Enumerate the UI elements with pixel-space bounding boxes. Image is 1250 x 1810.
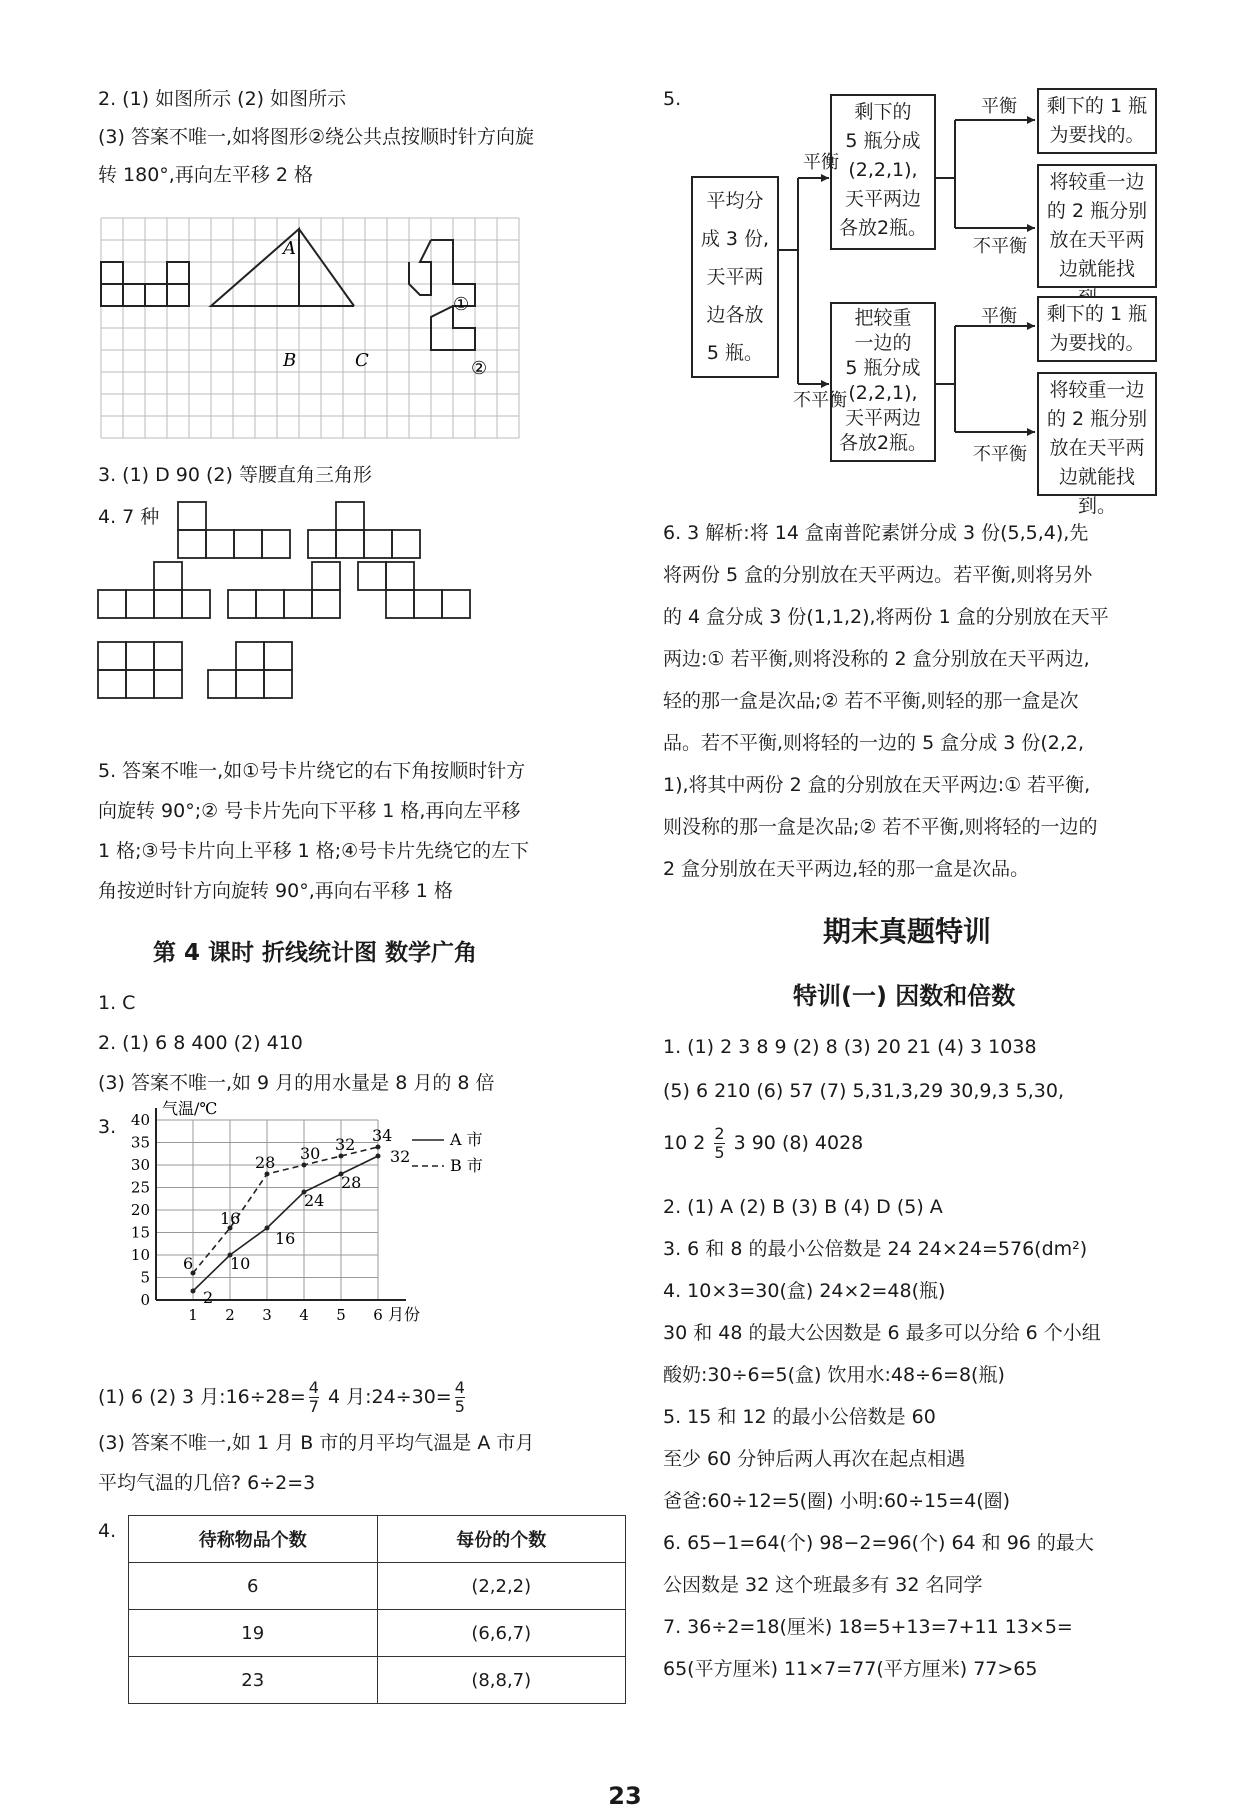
y-tick-label: 10 bbox=[130, 1246, 150, 1264]
net-square bbox=[154, 642, 182, 670]
t4-line2: 30 和 48 的最大公因数是 6 最多可以分给 6 个小组 bbox=[663, 1322, 1101, 1344]
q5-line3: 1 格;③号卡片向上平移 1 格;④号卡片先绕它的左下 bbox=[98, 840, 530, 862]
net-square bbox=[312, 562, 340, 590]
page-number: 23 bbox=[608, 1782, 642, 1810]
x-tick-label: 2 bbox=[225, 1306, 235, 1324]
net-square bbox=[364, 530, 392, 558]
q5-line4: 角按逆时针方向旋转 90°,再向右平移 1 格 bbox=[98, 880, 453, 902]
table-cell: (6,6,7) bbox=[377, 1610, 626, 1657]
label-a: A bbox=[283, 238, 296, 259]
q2-line3: 转 180°,再向左平移 2 格 bbox=[98, 164, 314, 186]
t1-frac-den: 5 bbox=[714, 1143, 725, 1162]
grid-square bbox=[167, 284, 189, 306]
data-label: 16 bbox=[220, 1209, 241, 1228]
frac1-num: 4 bbox=[308, 1378, 319, 1398]
y-tick-label: 20 bbox=[130, 1201, 150, 1219]
label-unbalance-3: 不平衡 bbox=[973, 444, 1027, 465]
flow-root: 平均分 成 3 份, 天平两 边各放 5 瓶。 bbox=[691, 176, 779, 378]
net-square bbox=[98, 642, 126, 670]
t1-frac bbox=[714, 1125, 724, 1161]
data-label: 34 bbox=[372, 1126, 393, 1145]
table-row bbox=[129, 1610, 626, 1657]
q2-line1: 2. (1) 如图所示 (2) 如图所示 bbox=[98, 88, 347, 110]
grid-square bbox=[123, 284, 145, 306]
table-header-row bbox=[129, 1516, 626, 1563]
shape-1 bbox=[409, 240, 431, 295]
label-unbalance-2: 不平衡 bbox=[973, 236, 1027, 257]
table-row bbox=[129, 1563, 626, 1610]
s4-prefix: 4. bbox=[98, 1520, 117, 1542]
table-header: 每份的个数 bbox=[377, 1516, 626, 1563]
data-label: 28 bbox=[341, 1173, 362, 1192]
data-label: 24 bbox=[304, 1191, 325, 1210]
flow-leaf-found-lower: 剩下的 1 瓶 为要找的。 bbox=[1037, 296, 1157, 362]
q5-line1: 5. 答案不唯一,如①号卡片绕它的右下角按顺时针方 bbox=[98, 760, 526, 782]
s3-ans-a: (1) 6 (2) 3 月:16÷28= bbox=[98, 1386, 306, 1408]
table-header: 待称物品个数 bbox=[129, 1516, 378, 1563]
y-tick-label: 35 bbox=[130, 1133, 150, 1152]
label-balance-2: 平衡 bbox=[981, 96, 1017, 117]
x-tick-label: 5 bbox=[336, 1306, 346, 1324]
q6-line4: 两边:① 若平衡,则将没称的 2 盒分别放在天平两边, bbox=[663, 648, 1090, 670]
table-cell: 23 bbox=[129, 1657, 378, 1704]
y-tick-label: 5 bbox=[140, 1268, 150, 1287]
t1-line3b: 3 90 (8) 4028 bbox=[733, 1132, 864, 1154]
t3-line: 3. 6 和 8 的最小公倍数是 24 24×24=576(dm²) bbox=[663, 1238, 1088, 1260]
net-square bbox=[126, 590, 154, 618]
q6-line2: 将两份 5 盒的分别放在天平两边。若平衡,则将另外 bbox=[663, 564, 1093, 586]
net-square bbox=[256, 590, 284, 618]
grid-square bbox=[101, 284, 123, 306]
net-square bbox=[308, 530, 336, 558]
s3-frac2 bbox=[455, 1379, 465, 1415]
net-square bbox=[386, 590, 414, 618]
data-point bbox=[191, 1289, 196, 1294]
label-unbalance-1: 不平衡 bbox=[793, 390, 847, 411]
s3-line3: 平均气温的几倍? 6÷2=3 bbox=[98, 1472, 316, 1494]
s3-frac1 bbox=[309, 1379, 319, 1415]
label-circle-2: ② bbox=[471, 358, 488, 379]
t5-line2: 至少 60 分钟后两人再次在起点相遇 bbox=[663, 1448, 966, 1470]
t4-line3: 酸奶:30÷6=5(盒) 饮用水:48÷6=8(瓶) bbox=[663, 1364, 1005, 1386]
s3-answer-line bbox=[98, 1372, 468, 1422]
net-square bbox=[154, 670, 182, 698]
x-tick-label: 6 bbox=[373, 1306, 383, 1324]
t5-line3: 爸爸:60÷12=5(圈) 小明:60÷15=4(圈) bbox=[663, 1490, 1011, 1512]
s3-line2: (3) 答案不唯一,如 1 月 B 市的月平均气温是 A 市月 bbox=[98, 1432, 535, 1454]
data-label: 6 bbox=[183, 1254, 194, 1273]
q6-line7: 1),将其中两份 2 盒的分别放在天平两边:① 若平衡, bbox=[663, 774, 1091, 796]
data-point bbox=[376, 1145, 381, 1150]
section-title: 第 4 课时 折线统计图 数学广角 bbox=[153, 940, 478, 966]
y-tick-label: 30 bbox=[130, 1156, 150, 1174]
q6-line6: 品。若不平衡,则将轻的一边的 5 盒分成 3 份(2,2, bbox=[663, 732, 1085, 754]
q6-line3: 的 4 盒分成 3 份(1,1,2),将两份 1 盒的分别放在天平 bbox=[663, 606, 1109, 628]
net-square bbox=[336, 502, 364, 530]
data-label: 32 bbox=[335, 1135, 356, 1154]
y-tick-label: 25 bbox=[130, 1178, 150, 1197]
frac1-den: 7 bbox=[308, 1397, 319, 1416]
t6-line2: 公因数是 32 这个班最多有 32 名同学 bbox=[663, 1574, 983, 1596]
nets-figure bbox=[98, 502, 538, 742]
label-balance-1: 平衡 bbox=[803, 152, 839, 173]
net-square bbox=[284, 590, 312, 618]
q6-line9: 2 盒分别放在天平两边,轻的那一盒是次品。 bbox=[663, 858, 1030, 880]
data-label: 10 bbox=[230, 1254, 251, 1273]
grid-figure bbox=[101, 218, 531, 440]
data-label: 28 bbox=[255, 1153, 276, 1172]
t1-frac-num: 2 bbox=[714, 1124, 725, 1144]
legend-label: A 市 bbox=[450, 1130, 483, 1149]
net-square bbox=[126, 642, 154, 670]
y-axis-label: 气温/℃ bbox=[162, 1099, 218, 1118]
net-square bbox=[264, 642, 292, 670]
net-square bbox=[386, 562, 414, 590]
s3-ans-b: 4 月:24÷30= bbox=[321, 1386, 452, 1408]
s2-line2: (3) 答案不唯一,如 9 月的用水量是 8 月的 8 倍 bbox=[98, 1072, 495, 1094]
q6-line5: 轻的那一盒是次品;② 若不平衡,则轻的那一盒是次 bbox=[663, 690, 1079, 712]
data-point bbox=[339, 1154, 344, 1159]
data-label: 16 bbox=[275, 1229, 296, 1248]
data-label: 32 bbox=[390, 1147, 411, 1166]
flow-leaf-found-upper: 剩下的 1 瓶 为要找的。 bbox=[1037, 88, 1157, 154]
t1-line3a: 10 2 bbox=[663, 1132, 706, 1154]
q6-line1: 6. 3 解析:将 14 盒南普陀素饼分成 3 份(5,5,4),先 bbox=[663, 522, 1089, 544]
x-tick-label: 4 bbox=[299, 1306, 309, 1324]
net-square bbox=[154, 590, 182, 618]
net-square bbox=[234, 530, 262, 558]
line-chart bbox=[120, 1099, 560, 1340]
data-point bbox=[265, 1172, 270, 1177]
label-c: C bbox=[355, 350, 369, 371]
q5-prefix: 5. bbox=[663, 88, 682, 110]
weighing-table bbox=[128, 1515, 626, 1704]
q2-line2: (3) 答案不唯一,如将图形②绕公共点按顺时针方向旋 bbox=[98, 126, 535, 148]
net-square bbox=[442, 590, 470, 618]
net-square bbox=[228, 590, 256, 618]
grid-square bbox=[145, 284, 167, 306]
net-square bbox=[206, 530, 234, 558]
q4-line: 4. 7 种 bbox=[98, 506, 160, 528]
net-square bbox=[264, 670, 292, 698]
frac2-den: 5 bbox=[454, 1397, 465, 1416]
net-square bbox=[236, 670, 264, 698]
net-square bbox=[154, 562, 182, 590]
table-cell: 6 bbox=[129, 1563, 378, 1610]
net-square bbox=[236, 642, 264, 670]
net-square bbox=[358, 562, 386, 590]
table-row bbox=[129, 1657, 626, 1704]
s1-line: 1. C bbox=[98, 992, 136, 1014]
net-square bbox=[336, 530, 364, 558]
frac2-num: 4 bbox=[454, 1378, 465, 1398]
label-balance-3: 平衡 bbox=[981, 306, 1017, 327]
q6-line8: 则没称的那一盒是次品;② 若不平衡,则将轻的一边的 bbox=[663, 816, 1098, 838]
t6-line1: 6. 65−1=64(个) 98−2=96(个) 64 和 96 的最大 bbox=[663, 1532, 1094, 1554]
t7-line1: 7. 36÷2=18(厘米) 18=5+13=7+11 13×5= bbox=[663, 1616, 1073, 1638]
net-square bbox=[208, 670, 236, 698]
label-b: B bbox=[283, 350, 297, 371]
t1-line3 bbox=[663, 1118, 863, 1168]
t4-line1: 4. 10×3=30(盒) 24×2=48(瓶) bbox=[663, 1280, 946, 1302]
net-square bbox=[98, 670, 126, 698]
data-label: 2 bbox=[203, 1288, 214, 1307]
t2-line: 2. (1) A (2) B (3) B (4) D (5) A bbox=[663, 1196, 943, 1218]
y-tick-label: 0 bbox=[140, 1291, 150, 1309]
net-square bbox=[262, 530, 290, 558]
net-square bbox=[182, 590, 210, 618]
net-square bbox=[126, 670, 154, 698]
y-tick-label: 15 bbox=[130, 1223, 150, 1242]
data-label: 30 bbox=[300, 1144, 321, 1163]
grid-square bbox=[167, 262, 189, 284]
flow-upper-mid: 剩下的 5 瓶分成 (2,2,1), 天平两边 各放2瓶。 bbox=[830, 94, 936, 250]
net-square bbox=[98, 590, 126, 618]
t7-line2: 65(平方厘米) 11×7=77(平方厘米) 77>65 bbox=[663, 1658, 1038, 1680]
grid-square bbox=[101, 262, 123, 284]
x-axis-label: 月份 bbox=[388, 1305, 421, 1324]
data-point bbox=[302, 1163, 307, 1168]
q3-line: 3. (1) D 90 (2) 等腰直角三角形 bbox=[98, 464, 372, 486]
flow-leaf-heavy-lower: 将较重一边 的 2 瓶分别 放在天平两 边就能找到。 bbox=[1037, 372, 1157, 496]
x-tick-label: 3 bbox=[262, 1306, 272, 1324]
t1-line1: 1. (1) 2 3 8 9 (2) 8 (3) 20 21 (4) 3 1038 bbox=[663, 1036, 1037, 1058]
flow-lower-mid: 把较重 一边的 5 瓶分成 (2,2,1), 天平两边 各放2瓶。 bbox=[830, 302, 936, 462]
net-square bbox=[178, 502, 206, 530]
q5-line2: 向旋转 90°;② 号卡片先向下平移 1 格,再向左平移 bbox=[98, 800, 521, 822]
flow-leaf-heavy-upper: 将较重一边 的 2 瓶分别 放在天平两 边就能找 bbox=[1037, 164, 1157, 288]
net-square bbox=[414, 590, 442, 618]
net-square bbox=[392, 530, 420, 558]
s2-line1: 2. (1) 6 8 400 (2) 410 bbox=[98, 1032, 303, 1054]
x-tick-label: 1 bbox=[188, 1306, 198, 1324]
table-cell: 19 bbox=[129, 1610, 378, 1657]
big-title: 期末真题特训 bbox=[823, 915, 992, 948]
net-square bbox=[312, 590, 340, 618]
y-tick-label: 40 bbox=[130, 1111, 150, 1129]
table-cell: (2,2,2) bbox=[377, 1563, 626, 1610]
legend-label: B 市 bbox=[450, 1156, 483, 1175]
data-point bbox=[376, 1154, 381, 1159]
t5-line1: 5. 15 和 12 的最小公倍数是 60 bbox=[663, 1406, 936, 1428]
s3-prefix: 3. bbox=[98, 1116, 117, 1138]
table-cell: (8,8,7) bbox=[377, 1657, 626, 1704]
net-square bbox=[178, 530, 206, 558]
data-point bbox=[265, 1226, 270, 1231]
label-circle-1: ① bbox=[453, 294, 470, 315]
t1-line2: (5) 6 210 (6) 57 (7) 5,31,3,29 30,9,3 5,30, bbox=[663, 1080, 1065, 1102]
sub-title: 特训(一) 因数和倍数 bbox=[793, 982, 1016, 1010]
